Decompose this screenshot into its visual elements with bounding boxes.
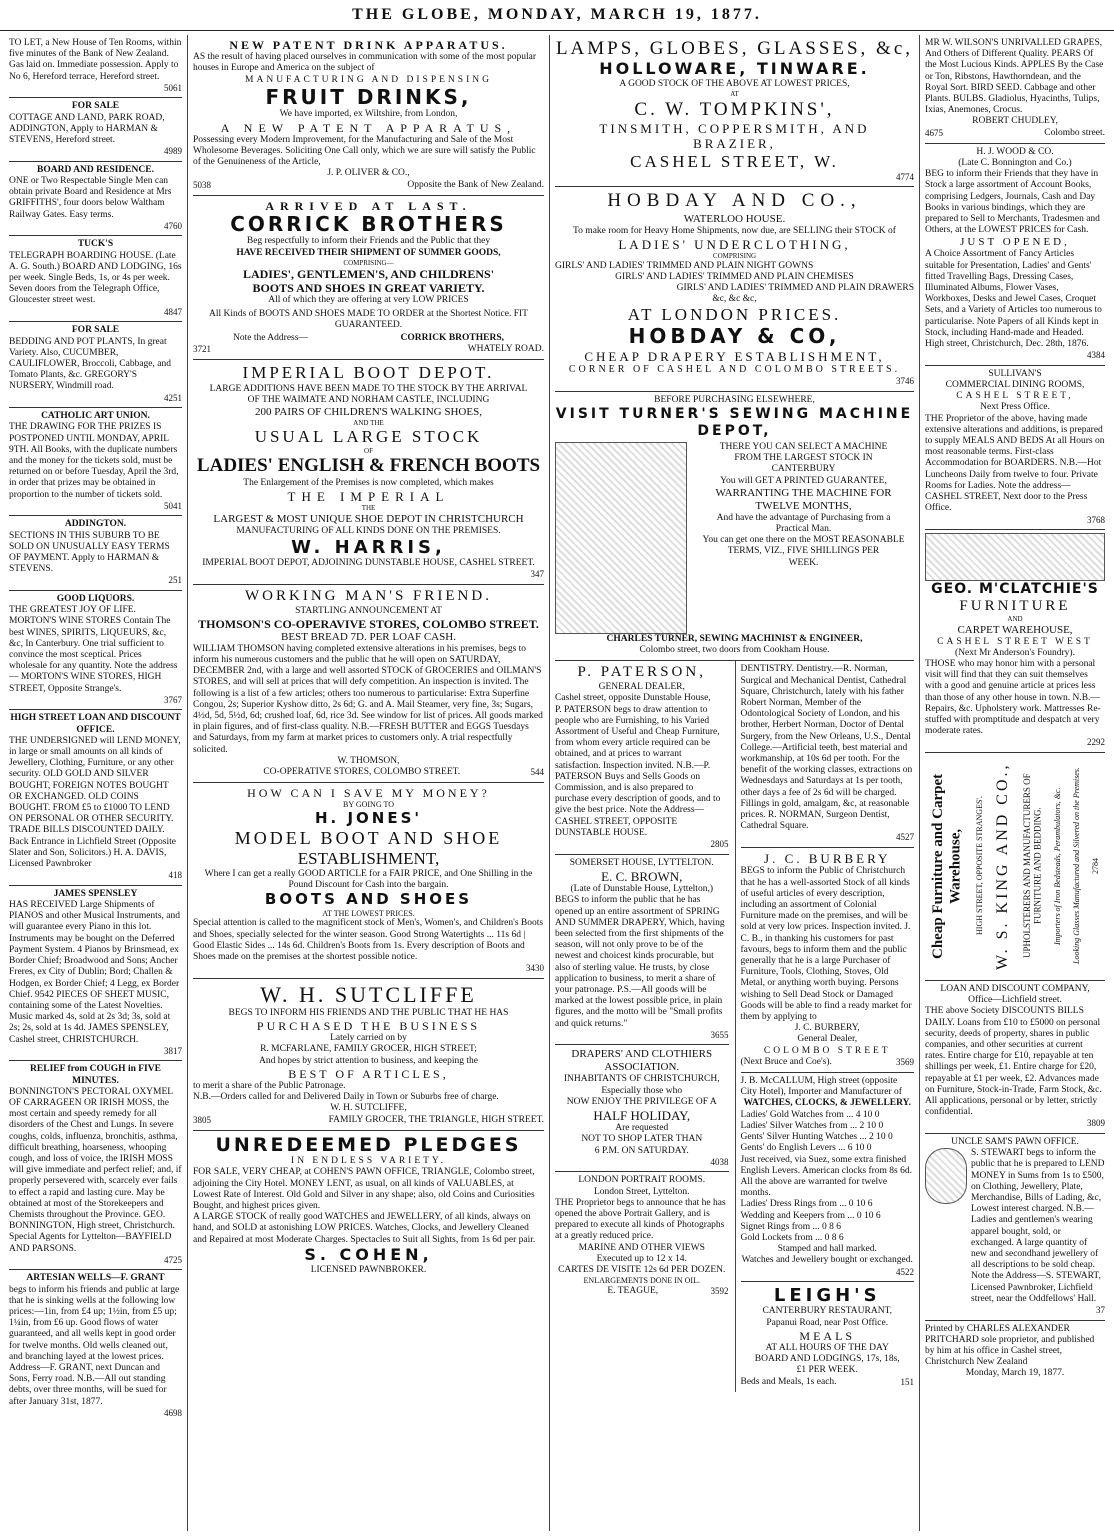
ad-number: 3817 — [164, 1045, 182, 1056]
price-list-item: Gents' do English Levers ... 6 10 0 — [740, 1143, 872, 1154]
ad-text: Where I can get a really GOOD ARTICLE for a FAIR PRICE, and One Shilling in the Pound Discount for Cash into the bargain. — [204, 868, 533, 891]
imprint — [925, 1321, 1105, 1384]
ad-text: P. PATERSON begs to draw attention to people who are Furnishing, to his Varied Assortment of Useful and Cheap Furniture, from whom every article required can be obtained, and at prices to warrant satisfaction. Inspection invited. N.B.—P. PATERSON Buys and Sells Goods on Commission, and is also prepared to purchase every description of goods, and to give the best price. Note the Address— CASHEL STREET, OPPOSITE DUNSTABLE HOUSE. — [555, 704, 721, 838]
ad-signature: J. C. BURBERY, — [794, 1023, 860, 1034]
ad-text: Possessing every Modern Improvement, for the Manufacturing and Sale of the Most Wholesome Beverages. Soliciting One Call only, which we are sure will satisfy the Public of the Genuineness of the Article, — [193, 134, 536, 168]
ad-king-furniture — [925, 753, 1105, 981]
price-list-item: Signet Rings from ... 0 8 6 — [740, 1221, 842, 1232]
ad-signature: W. THOMSON, — [337, 755, 400, 766]
ad-sullivan — [925, 366, 1105, 530]
ad-heading: LOAN AND DISCOUNT COMPANY, — [940, 983, 1090, 994]
ad-heading: UNREDEEMED PLEDGES — [215, 1133, 522, 1156]
ad-text: Watches and Jewellery bought or exchanged. — [741, 1255, 913, 1266]
ad-text: Looking Glasses Manufactured and Silvered on the Premises. — [1071, 767, 1081, 965]
ad-norman-dentist — [741, 661, 915, 848]
ad-text: BOOTS AND SHOES — [264, 890, 473, 909]
ad-tompkins — [555, 35, 914, 187]
ad-text: BY GOING TO — [343, 800, 394, 810]
ad-text: begs to inform his friends and public at large that he is sinking wells at the following low prices:—1in, from £4 up; 1½in, from £5 up; 1¼in, from £6 up. Good flows of water guaranteed, and all wells kept in good order for twelve months. Old wells cleaned out, and branching layed at the lowest prices. Address—F. GRANT, next Duncan and Sons, Ferry road. N.B.—All out standing debts, over three months, will be sued for after January 31st, 1877. — [9, 1284, 180, 1407]
ad-heading: FOR SALE — [71, 101, 120, 112]
ad-text: HOBDAY & CO, — [628, 324, 841, 349]
ad-text: 6 P.M. ON SATURDAY. — [594, 1145, 689, 1156]
ad-text: WATCHES, CLOCKS, & JEWELLERY. — [743, 1098, 912, 1109]
ad-text: CORNER OF CASHEL AND COLOMBO STREETS. — [568, 364, 901, 376]
ad-heading: ARRIVED AT LAST. — [265, 198, 472, 213]
ad-heading: DRAPERS' AND CLOTHIERS ASSOCIATION. — [571, 1048, 713, 1074]
ad-heading: RELIEF from COUGH in FIVE MINUTES. — [30, 1064, 161, 1086]
ad-address: Colombo street, two doors from Cookham House. — [639, 645, 830, 656]
ad-number: 3721 — [193, 344, 211, 355]
ad-text: FOR SALE, VERY CHEAP, at COHEN'S PAWN OFFICE, TRIANGLE, Colombo street, adjoining the City Hotel. MONEY LENT, as usual, on all kinds of VALUABLES, at Lowest Rate of Interest. Old Gold and Silver in any shape; also, old Coins and Curiosities Bought, and highest prices given. — [193, 1167, 535, 1211]
ad-text: NOT TO SHOP LATER THAN — [581, 1134, 703, 1145]
ad-title: J. C. BURBERY — [764, 851, 891, 867]
ad-heading: GOOD LIQUORS. — [56, 593, 135, 604]
ad-number: 2805 — [710, 838, 729, 849]
ad-col1-9 — [9, 886, 182, 1061]
ad-number: 2292 — [1087, 737, 1105, 748]
ad-text: BEST OF ARTICLES, — [288, 1066, 449, 1081]
ad-text: OF — [364, 447, 373, 456]
ad-text: THERE YOU CAN SELECT A MACHINE — [719, 442, 888, 453]
ad-text: We have imported, ex Wiltshire, from London, — [279, 109, 458, 120]
ad-text: Just received, via Suez, some extra finished English Levers. American clocks from 8s 6d. All the above are warranted for twelve months. — [740, 1154, 912, 1199]
ad-text: TWELVE MONTHS, — [755, 499, 852, 512]
ad-heading: HOW CAN I SAVE MY MONEY? — [247, 786, 490, 801]
ad-heading: TUCK'S — [77, 239, 114, 250]
masthead: THE GLOBE, MONDAY, MARCH 19, 1877. — [0, 0, 1114, 31]
ad-text: GIRLS' AND LADIES' TRIMMED AND PLAIN DRAWERS — [676, 283, 914, 294]
ad-text: And have the advantage of Purchasing from a — [716, 512, 891, 523]
ad-text: ENLARGEMENTS DONE IN OIL. — [583, 1276, 700, 1286]
ad-col1-3 — [9, 236, 182, 322]
ad-col1-7 — [9, 591, 182, 710]
ad-text: CARPET WAREHOUSE, — [957, 623, 1073, 636]
price-list-item: Ladies' Dress Rings from ... 0 10 6 — [740, 1199, 873, 1210]
ad-text: AS the result of having placed ourselves in communication with some of the most popular houses in Europe and America on the subject of — [193, 52, 536, 74]
ad-text: HAVE RECEIVED THEIR SHIPMENT OF SUMMER GOODS, — [236, 247, 501, 258]
ad-number: 4725 — [164, 1254, 182, 1265]
price-list-item: Ladies' Gold Watches from ... 4 10 0 — [740, 1109, 880, 1120]
ad-title: P. PATERSON, — [577, 664, 706, 681]
furniture-illustration — [925, 533, 1105, 581]
ad-signature: ROBERT CHUDLEY, — [972, 116, 1058, 127]
ad-text: AT — [730, 90, 739, 99]
pawn-balls-icon — [925, 1148, 967, 1204]
column-4 — [920, 35, 1110, 1531]
ad-signature: J. P. OLIVER & CO., — [327, 168, 410, 179]
ad-text: BEGS to inform the Public of Christchurch that he has a well-assorted Stock of all kinds of useful articles of every description, including an assortment of Colonial Furniture made on the premises, and will be sold at very low prices. Inspection invited. J. C. B., in thanking his customers for past favours, begs to inform them and the public generally that he is a large Purchaser of Furniture, Tools, Clothing, Stoves, Old Metal, or anything worth buying. Persons wishing to Sell Dead Stock or Damaged Goods will be able to find a ready market for them by applying to — [740, 866, 912, 1023]
ad-text: BEG to inform their Friends that they have in Stock a large assortment of Account Books, comprising Ledgers, Journals, Cash and Day Books in various bindings, which they are prepared to Sell to Merchants, Tradesmen and Others, at the LOWEST PRICES for Cash. — [925, 169, 1100, 236]
ad-number: 4038 — [710, 1156, 729, 1167]
ad-text: (Next Mr Anderson's Foundry). — [955, 647, 1075, 658]
ad-signature: S. COHEN, — [304, 1244, 433, 1264]
ad-text: FROM THE LARGEST STOCK IN — [734, 453, 873, 464]
ad-text: CASHEL STREET WEST — [937, 636, 1093, 647]
ad-number: 4251 — [164, 392, 182, 403]
ad-text: THE — [361, 504, 376, 513]
ad-text: to merit a share of the Public Patronage. — [193, 1080, 346, 1091]
ad-text: STARTLING ANNOUNCEMENT AT — [295, 605, 442, 616]
price-list — [741, 1110, 915, 1155]
ad-col1-5 — [9, 408, 182, 516]
ad-text: CANTERBURY — [771, 464, 836, 475]
ad-text: CASHEL STREET, W. — [630, 151, 839, 171]
ad-text: NOW ENJOY THE PRIVILEGE OF A — [566, 1096, 717, 1107]
ad-title: W. H. SUTCLIFFE — [260, 981, 477, 1007]
ad-text: Office—Lichfield street. — [968, 995, 1062, 1006]
ad-text: MEALS — [799, 1328, 856, 1343]
ad-text: A GOOD STOCK OF THE ABOVE AT LOWEST PRICES, — [619, 79, 850, 90]
ad-col1-2 — [9, 162, 182, 237]
ad-text: J. B. McCALLUM, High street (opposite City Hotel), Importer and Manufacturer of — [740, 1076, 902, 1098]
ad-turner-sewing — [555, 392, 914, 662]
ad-number: 418 — [168, 870, 182, 881]
ad-number: 4989 — [164, 146, 182, 157]
ad-text: WATERLOO HOUSE. — [683, 212, 786, 225]
ad-text: Next Press Office. — [980, 402, 1050, 413]
ad-text: Special attention is called to the magnificent stock of Men's, Women's, and Children's Boots and Shoes, specially selected for the winter season. Good Strong Watertights ... 11s 6d | Good Elastic Sides ... 14s 6d. Children's Boots from 1s. Every description of Boots and Shoes made on the premises at the shortest possible notice. — [193, 918, 544, 962]
page-columns — [0, 31, 1114, 1531]
ad-number: 3809 — [1087, 1118, 1105, 1129]
ad-title: FRUIT DRINKS, — [265, 84, 472, 109]
price-list-item: Ladies' Silver Watches from ... 2 10 0 — [740, 1120, 884, 1131]
ad-uncle-sams-pawn — [925, 1134, 1105, 1321]
ad-leighs-restaurant — [741, 1282, 915, 1392]
ad-paterson — [555, 661, 729, 854]
ad-text: GIRLS' AND LADIES' TRIMMED AND PLAIN CHEMISES — [615, 271, 854, 282]
ad-text: WILLIAM THOMSON having completed extensive alterations in his premises, begs to inform his numerous customers and the public that he will open on SATURDAY, DECEMBER 2nd, with a large and well assorted STOCK of GROCERIES and OILMAN'S STORES, and will sell at prices that will defy competition. An inspection is invited. The following is a list of a few articles; others too numerous to particularise: Extra Superfine Congou, 2s; Superior Kyshow ditto, 2s 6d; G. and A. Mail Steamer, very fine, 3s; Sugars, 4½d, 5d, 5½d, 6d; crushed loaf, 6d, rice 3d. See window for list of prices. All goods marked in plain figures, and of first-class quality. N.B.—FRESH BUTTER and EGGS Tuesdays and Saturdays, from my farm at market prices to customers only. A trial respectfully solicited. — [193, 643, 543, 755]
ad-address: LICENSED PAWNBROKER. — [310, 1264, 427, 1275]
ad-text: To make room for Heavy Home Shipments, now due, are SELLING their STOCK of — [573, 225, 896, 236]
ad-text: COTTAGE AND LAND, PARK ROAD, ADDINGTON, Apply to HARMAN & STEVENS, Hereford street. — [9, 112, 165, 146]
ad-text: IN ENDLESS VARIETY. — [291, 1156, 446, 1167]
ad-col1-10 — [9, 1061, 182, 1270]
ad-text: MARINE AND OTHER VIEWS — [578, 1242, 705, 1253]
ad-text: BOOTS AND SHOES IN GREAT VARIETY. — [252, 281, 485, 296]
price-list-item: Gents' Silver Hunting Watches ... 2 10 0 — [740, 1132, 893, 1143]
ad-text: LADIES' UNDERCLOTHING, — [618, 237, 851, 253]
ad-address: IMPERIAL BOOT DEPOT, ADJOINING DUNSTABLE HOUSE, CASHEL STREET. — [202, 558, 535, 569]
ad-text: R. MCFARLANE, FAMILY GROCER, HIGH STREET; — [260, 1044, 477, 1055]
ad-imperial-boot-depot — [193, 360, 544, 584]
ad-heading: SOMERSET HOUSE, LYTTELTON. — [569, 857, 714, 868]
ad-text: TINSMITH, COPPERSMITH, AND BRAZIER, — [599, 121, 870, 152]
ad-text: GIRLS' AND LADIES' TRIMMED AND PLAIN NIGHT GOWNS — [555, 260, 814, 271]
ad-text: Importers of Iron Bedsteads, Perambulators, &c. — [1052, 787, 1062, 945]
ad-text: PURCHASED THE BUSINESS — [256, 1018, 481, 1033]
ad-text: OF THE WAIMATE AND NORHAM CASTLE, INCLUDING — [247, 394, 490, 405]
ad-text: C. W. TOMPKINS', — [634, 98, 835, 120]
ad-text: CARTES DE VISITE 12s 6d PER DOZEN. — [558, 1265, 726, 1276]
ad-address: Colombo street. — [1044, 127, 1105, 138]
ad-number: 3767 — [164, 694, 182, 705]
ad-address: FAMILY GROCER, THE TRIANGLE, HIGH STREET. — [328, 1114, 544, 1125]
ad-text: A NEW PATENT APPARATUS, — [220, 120, 517, 135]
ad-drink-apparatus — [193, 35, 544, 196]
ad-text: LARGEST & MOST UNIQUE SHOE DEPOT IN CHRISTCHURCH — [213, 512, 524, 525]
ad-col1-11 — [9, 1270, 182, 1422]
ad-burbery — [741, 848, 915, 1073]
ad-heading: NEW PATENT DRINK APPARATUS. — [229, 38, 508, 52]
ad-heading: HIGH STREET LOAN AND DISCOUNT OFFICE. — [10, 713, 181, 735]
price-list-item: Gold Lockets from ... 0 8 6 — [740, 1232, 844, 1243]
ad-mclatchie — [925, 530, 1105, 753]
ad-number: 5038 — [193, 179, 211, 190]
ad-text: A Choice Assortment of Fancy Articles suitable for Presentation, Ladies' and Gents' fitted Travelling Bags, Dressing Cases, Illuminated Albums, Flower Vases, Workboxes, Desks and Jewel Cases, Croquet Sets, and a Variety of Articles too numerous to particularise. Note Papers of all Kinds kept in Stock, including Hand-made and Headed. High street, Christchurch, Dec. 28th, 1876. — [925, 249, 1102, 350]
ad-chudley-grapes — [925, 35, 1105, 144]
ad-number: 4384 — [1087, 350, 1105, 361]
ad-text: TERMS, VIZ., FIVE SHILLINGS PER — [727, 546, 880, 557]
ad-title: HOBDAY AND CO., — [607, 190, 862, 212]
ad-text: You will GET A PRINTED GUARANTEE, — [720, 475, 887, 486]
ad-heading: SULLIVAN'S — [988, 368, 1042, 379]
ad-text: (Late C. Bonnington and Co.) — [958, 158, 1072, 169]
ad-text: BOARD AND LODGINGS, 17s, 18s, — [754, 1354, 900, 1365]
ad-heading: IMPERIAL BOOT DEPOT. — [242, 363, 495, 383]
ad-number: 4774 — [896, 171, 914, 182]
ad-text: And hopes by strict attention to business, and keeping the — [259, 1055, 478, 1066]
ad-text: Lately carried on by — [330, 1033, 407, 1044]
ad-text: WEEK. — [788, 557, 819, 568]
ad-address: Opposite the Bank of New Zealand. — [407, 179, 544, 190]
ad-number: 251 — [168, 575, 182, 586]
ad-text: HALF HOLIDAY, — [593, 1107, 691, 1123]
ad-col1-6 — [9, 516, 182, 591]
ad-text: BEST BREAD 7D. PER LOAF CASH. — [281, 630, 456, 643]
ad-text: BEGS TO INFORM HIS FRIENDS AND THE PUBLIC THAT HE HAS — [228, 1007, 509, 1018]
ad-number: 544 — [530, 767, 544, 778]
ad-text: AT LONDON PRICES. — [627, 305, 842, 325]
ad-title: E. C. BROWN, — [601, 868, 683, 884]
ad-heading: H. J. WOOD & CO. — [976, 146, 1054, 157]
ad-text: BEGS to inform the public that he has opened up an entire assortment of SPRING AND SUMMER DRAPERY, Which, having been selected from the first shipments of the season, will not only prove to be of the newest and choicest kinds procurable, but also of sterling value. He trusts, by close application to business, to merit a share of your patronage. P.S.—All goods will be marked at the lowest possible price, in plain figures, and the motto will be "Small profits and quick returns." — [555, 895, 725, 1029]
ad-text: MANUFACTURING AND DISPENSING — [245, 74, 492, 85]
ad-cohen — [193, 1131, 544, 1280]
imprint-text: Printed by CHARLES ALEXANDER PRITCHARD sole proprietor, and published by him at his office in Cashel street, Christchurch New Zealand — [925, 1323, 1095, 1368]
ad-text: AT THE LOWEST PRICES. — [322, 908, 415, 918]
ad-number: 2784 — [1090, 857, 1100, 874]
ad-text: HIGH STREET, OPPOSITE STRANGES'. — [974, 796, 984, 936]
ad-text: BONNINGTON'S PECTORAL OXYMEL OF CARRAGEEN OR IRISH MOSS, the most certain and speedy remedy for all disorders of the Chest and Lungs. In severe coughs, colds, influenza, bronchitis, asthma, difficult breathing, hoarseness, whooping cough, and loss of voice, the IRISH MOSS will give immediate and perfect relief; and, if properly persevered with, scarcely ever fails to effect a rapid and lasting cure. May be obtained at most of the Storekeepers and Chemists throughout the Province. GEO. BONNINGTON, High street, Christchurch. Special Agents for Lyttelton—BAYFIELD AND PARSONS. — [9, 1086, 182, 1254]
ad-heading: ADDINGTON. — [64, 519, 127, 530]
ad-text: TO LET, a New House of Ten Rooms, within five minutes of the Bank of New Zealand. Gas laid on. Immediate possession. Apply to No 6, Hereford terrace, Hereford street. — [9, 38, 182, 82]
ad-title: CORRICK BROTHERS — [230, 211, 507, 236]
ad-text: UPHOLSTERERS AND MANUFACTURERS OF FURNITURE AND BEDDING. — [1022, 773, 1043, 959]
sewing-machine-illustration — [555, 442, 687, 634]
ad-text: THE Proprietor of the above, having made extensive alterations and additions, is prepared to supply MEALS AND BEDS At all Hours on most reasonable terms. First-class Accommodation for BOARDERS. N.B.—Hot Luncheons Daily from twelve to four. Private Rooms for Ladies. Note the address— CASHEL STREET, Next door to the Press Office. — [925, 413, 1105, 514]
ad-address: CO-OPERATIVE STORES, COLOMBO STREET. — [263, 767, 461, 778]
column-2 — [188, 35, 550, 1531]
ad-signature: E. TEAGUE, — [607, 1285, 659, 1296]
ad-text: Executed up to 12 x 14. — [596, 1253, 687, 1264]
ad-text: London Street, Lyttelton. — [593, 1186, 690, 1197]
ad-heading: JAMES SPENSLEY — [53, 888, 138, 899]
ad-number: 3805 — [193, 1114, 211, 1125]
ad-mccallum — [741, 1073, 915, 1282]
ad-text: LADIES', GENTLEMEN'S, AND CHILDRENS' — [242, 267, 495, 282]
ad-text: Especially those who — [601, 1085, 683, 1096]
ad-loan-discount — [925, 981, 1105, 1134]
ad-text: 200 PAIRS OF CHILDREN'S WALKING SHOES, — [255, 405, 482, 418]
ad-text: THE above Society DISCOUNTS BILLS DAILY. Loans from £10 to £5000 on personal security, deeds of property, shares in public companies, and other securities at current rates. Entire charge for £10, repayable at ten shillings per week, £1. Entire charge for £20, repayable at £1 per week, £2. Advances made on Furniture, Stock-in-Trade, Farm Stock, &c. All applications, personal or by letter, strictly confidential. — [925, 1006, 1102, 1118]
ad-corrick-brothers — [193, 196, 544, 361]
ad-signature: W. H. SUTCLIFFE, — [330, 1103, 407, 1114]
ad-text: INHABITANTS OF CHRISTCHURCH, — [563, 1074, 720, 1085]
ad-text: S. STEWART begs to inform the public that he is prepared to LEND MONEY in Sums from 1s to £500, on Clothing, Jewellery, Plate, Merchandise, Bills of Lading, &c, Lowest interest charged. N.B.—Ladies and gentlemen's wearing apparel bought, sold, or exchanged. A large quantity of new and secondhand jewellery of all descriptions to be sold cheap. Note the Address—S. STEWART, Licensed Pawnbroker, Lichfield street, near the Oddfellows' Hall. — [971, 1148, 1105, 1304]
ad-number: 5061 — [164, 82, 182, 93]
ad-text: Beg respectfully to inform their Friends and the Public that they — [246, 236, 491, 247]
ad-working-mans-friend — [193, 585, 544, 783]
ad-brown — [555, 855, 729, 1046]
ad-drapers-association — [555, 1045, 729, 1172]
ad-text: COMPRISING — [712, 252, 757, 261]
ad-number: 37 — [1096, 1305, 1105, 1316]
ad-text: USUAL LARGE STOCK — [254, 427, 483, 447]
column-3 — [550, 35, 920, 1531]
ad-text: ESTABLISHMENT, — [297, 848, 440, 868]
ad-text: THOSE who may honor him with a personal visit will find that they can suit themselves with a good and genuine article at prices less than those of any other house in town. N.B.—Repairs, &c. Upholstery work. Mattresses Re-stuffed with promptitude and despatch at very moderate rates. — [925, 658, 1101, 737]
ad-title: LEIGH'S — [773, 1285, 881, 1307]
ad-text: You can get one there on the MOST REASONABLE — [702, 535, 905, 546]
ad-text: SECTIONS IN THIS SUBURB TO BE SOLD ON UNUSUALLY EASY TERMS OF PAYMENT. Apply to HARMAN & STEVENS. — [9, 530, 170, 575]
ad-text: FURNITURE — [959, 597, 1071, 614]
ad-number: 3592 — [710, 1285, 729, 1296]
ad-wood — [925, 144, 1105, 366]
ad-text: Beds and Meals, 1s each. — [740, 1376, 837, 1387]
ad-h-jones — [193, 783, 544, 979]
ad-text: A LARGE STOCK of really good WATCHES and JEWELLERY, of all kinds, always on hand, and SOLD at astonishing LOW PRICES. Watches, Clocks, and Jewellery Cleaned and Repaired at most Moderate Charges. Spectacles to Suit all Sights, from 1s 6d per pair. — [193, 1212, 536, 1245]
ad-title: GEO. M'CLATCHIE'S — [931, 581, 1099, 598]
ad-number: 4675 — [925, 127, 943, 138]
ad-text: All Kinds of BOOTS AND SHOES MADE TO ORDER at the Shortest Notice. FIT GUARANTEED. — [209, 308, 528, 330]
ad-text: MODEL BOOT AND SHOE — [234, 827, 503, 848]
ad-number: 3768 — [1087, 514, 1105, 525]
price-list-item: Wedding and Keepers from ... 0 10 6 — [740, 1210, 881, 1221]
ad-text: JUST OPENED, — [960, 236, 1070, 249]
ad-hobday — [555, 187, 914, 391]
ad-text: THE Proprietor begs to announce that he has opened the above Portrait Gallery, and is prepared to execute all kinds of Photographs at a greatly reduced price. — [555, 1197, 726, 1242]
ad-text: ONE or Two Respectable Single Men can obtain private Board and Residence at Mrs GRIFFITHS', four doors below Waltham Railway Gates. Easy terms. — [9, 176, 172, 220]
ad-number: 4698 — [164, 1407, 182, 1418]
ad-number: 3430 — [526, 963, 544, 974]
ad-title: LAMPS, GLOBES, GLASSES, &c, — [555, 38, 914, 59]
ad-text: The Enlargement of the Premises is now completed, which makes — [243, 477, 494, 488]
ad-text: Stamped and hall marked. — [777, 1244, 877, 1255]
ad-sutcliffe — [193, 979, 544, 1131]
ad-heading: WORKING MAN'S FRIEND. — [245, 587, 492, 604]
ad-text: AND THE — [353, 418, 384, 427]
ad-text: BEFORE PURCHASING ELSEWHERE, — [654, 394, 815, 405]
ad-title: Cheap Furniture and Carpet Warehouse, — [929, 773, 964, 959]
ad-heading: FOR SALE — [71, 325, 120, 336]
ad-text: General Dealer, — [797, 1034, 858, 1045]
ad-col1-8 — [9, 710, 182, 885]
ad-address: Cashel street, opposite Dunstable House, — [555, 693, 711, 704]
ad-text: LADIES' ENGLISH & FRENCH BOOTS — [196, 455, 541, 477]
ad-text: Are requested — [615, 1123, 669, 1134]
ad-number: 3655 — [710, 1029, 729, 1040]
ad-text: DENTISTRY. Dentistry.—R. Norman, Surgical and Mechanical Dentist, Cathedral Square, Christchurch, lately with his father Robert Norman, Member of the Odontological Society of London, and his brother, Herbert Norman, Doctor of Dental Surgery, from the New Orleans, U.S., Dental College.—Artificial teeth, best material and workmanship, at 10s 6d per tooth. For the benefit of the working classes, extractions on Wednesdays and Saturdays at 1s per tooth, other days a fee of 2s 6d will be charged. Fillings in gold, amalgam, &c, at reasonable prices. R. NORMAN, Surgeon Dentist, Cathedral Square. — [740, 664, 913, 832]
ad-text: Papanui Road, near Post Office. — [766, 1317, 889, 1328]
ad-number: 3569 — [896, 1056, 914, 1067]
ad-text: COMPRISING— — [343, 258, 394, 267]
ad-text: MANUFACTURING OF ALL KINDS DONE ON THE PREMISES. — [236, 525, 501, 536]
ad-text: (Late of Dunstable House, Lyttelton,) — [570, 884, 713, 895]
ad-text: &c, &c &c, — [712, 294, 757, 305]
ad-text: THE GREATEST JOY OF LIFE. MORTON'S WINE STORES Contain The best WINES, SPIRITS, LIQUEURS, &c, &c, In Canterbury. One trial sufficient to convince the most sceptical. Prices wholesale for any quantity. Note the address— MORTON'S WINE STORES, HIGH STREET, Opposite Strange's. — [9, 605, 178, 694]
column-1 — [4, 35, 188, 1531]
ad-col1-4 — [9, 322, 182, 408]
ad-text: LARGE ADDITIONS HAVE BEEN MADE TO THE STOCK BY THE ARRIVAL — [209, 383, 528, 394]
ad-text: TELEGRAPH BOARDING HOUSE. (Late A. G. South.) BOARD AND LODGING, 16s per week. Single Beds, 1s, or 4s per week. Seven doors from the Telegraph Office, Gloucester street west. — [9, 250, 182, 306]
ad-text: CANTERBURY RESTAURANT, — [762, 1306, 893, 1317]
ad-heading: CATHOLIC ART UNION. — [41, 411, 150, 422]
ad-col1-0 — [9, 35, 182, 98]
ad-text: AND — [1007, 615, 1023, 624]
ad-col1-1 — [9, 98, 182, 161]
ad-text: HAS RECEIVED Large Shipments of PIANOS and other Musical Instruments, and will guarantee every Piano in this lot. Instruments may be bought on the Deferred Payment System. 4 Pianos by Brinsmead, ex Border Chief; Broadwood and Sons; Ancher Freres, ex City of Dublin; Bord; Challen & Hodgen, ex Border Chief; 4 Legg, ex Border Chief. 9542 PIECES OF SHEET MUSIC, containing some of the Latest Novelties. Music marked 4s, sold at 2s 3d; 3s, sold at 2s; 2s, sold at 1s 4d. JAMES SPENSLEY, Cashel street, CHRISTCHURCH. — [9, 900, 180, 1045]
ad-teague — [555, 1172, 729, 1300]
ad-address: WHATELY ROAD. — [467, 344, 544, 355]
ad-text: H. JONES' — [314, 808, 422, 827]
ad-text: CHEAP DRAPERY ESTABLISHMENT, — [584, 349, 885, 365]
ad-text: MR W. WILSON'S UNRIVALLED GRAPES, And Others of Different Quality. PEARS Of the Most Lucious Kinds. APPLES By the Case or Ton, Ribstons, Hawthorndean, and the Royal Sort. BIRD SEED. Cabbage and other Plants. BULBS. Gladiolus, Hyacinths, Tulips, Ixias, Anemones, Crocus. — [925, 38, 1104, 116]
ad-signature: CORRICK BROTHERS, — [400, 333, 504, 344]
ad-title: VISIT TURNER'S SEWING MACHINE DEPOT, — [555, 406, 914, 439]
ad-text: THE IMPERIAL — [287, 489, 450, 505]
ad-text: (Next Bruce and Coe's). — [740, 1056, 832, 1067]
ad-text: THE UNDERSIGNED will LEND MONEY, in large or small amounts on all kinds of Jewellery, Clothing, Furniture, or any other security. OLD GOLD AND SILVER BOUGHT, FOREIGN NOTES BOUGHT OR EXCHANGED. OLD COINS BOUGHT. FROM £5 to £1000 TO LEND ON PERSONAL OR OTHER SECURITY. TRADE BILLS DISCOUNTED DAILY. Back Entrance in Lichfield Street (Opposite Slater and Son, Solicitors.) H. A. DAVIS, Licensed Pawnbroker — [9, 735, 181, 870]
ad-text: All of which they are offering at very LOW PRICES — [268, 295, 469, 306]
ad-heading: UNCLE SAM'S PAWN OFFICE. — [951, 1137, 1079, 1148]
ad-number: 4760 — [164, 220, 182, 231]
ad-text: COMMERCIAL DINING ROOMS, — [945, 380, 1085, 391]
ad-text: HOLLOWARE, TINWARE. — [599, 59, 870, 79]
ad-heading: BOARD AND RESIDENCE. — [37, 164, 154, 175]
ad-number: 4527 — [896, 832, 914, 843]
imprint-date: Monday, March 19, 1877. — [965, 1368, 1065, 1379]
price-list — [741, 1199, 915, 1244]
ad-number: 4522 — [896, 1266, 914, 1277]
ad-text: Practical Man. — [775, 523, 832, 534]
ad-number: 4847 — [164, 306, 182, 317]
ad-number: 3746 — [896, 376, 914, 387]
ad-text: CASHEL STREET, — [956, 391, 1074, 402]
ad-number: 151 — [900, 1376, 914, 1387]
ad-text: THOMSON'S CO-OPERAVIVE STORES, COLOMBO STREET. — [198, 616, 539, 631]
ad-text: BEDDING AND POT PLANTS, In great Variety. Also, CUCUMBER, CAULIFLOWER, Broccoli, Cabbage, and Tomato Plants, &c. GREGORY'S NURSERY, Windmill road. — [9, 336, 171, 392]
ad-text: W. S. KING AND CO., — [993, 762, 1011, 970]
ad-text: WARRANTING THE MACHINE FOR — [715, 486, 892, 499]
ad-signature: CHARLES TURNER, SEWING MACHINIST & ENGINEER, — [606, 634, 863, 645]
ad-text: AT ALL HOURS OF THE DAY — [765, 1342, 889, 1353]
ad-signature: W. HARRIS, — [291, 536, 446, 558]
ad-note: Note the Address— — [233, 333, 308, 344]
ad-number: 347 — [530, 569, 544, 580]
ad-heading: ARTESIAN WELLS—F. GRANT — [26, 1273, 165, 1284]
ad-heading: LONDON PORTRAIT ROOMS. — [578, 1175, 706, 1186]
ad-text: GENERAL DEALER, — [598, 682, 685, 693]
ad-address: COLOMBO STREET — [763, 1045, 891, 1056]
ad-text: N.B.—Orders called for and Delivered Daily in Town or Suburbs free of charge. — [193, 1092, 499, 1103]
ad-text: £1 PER WEEK. — [796, 1365, 858, 1376]
ad-text: THE DRAWING FOR THE PRIZES IS POSTPONED UNTIL MONDAY, APRIL 9TH. All Books, with the duplicate numbers and the money for the tickets sold, must be returned on or before Tuesday, April the 3rd, in order that prizes may be obtained in proportion to the number of tickets sold. — [9, 422, 179, 500]
ad-number: 5041 — [164, 500, 182, 511]
